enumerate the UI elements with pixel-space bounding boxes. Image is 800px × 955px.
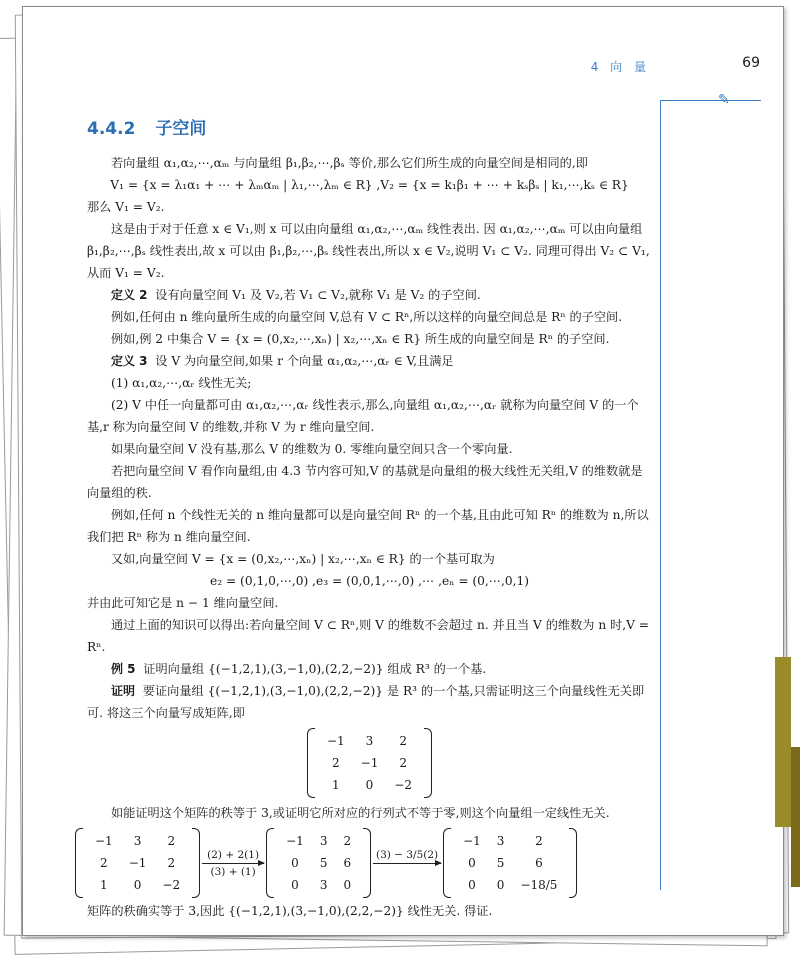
section-title: 子空间: [155, 119, 207, 139]
definition-3: [87, 350, 652, 372]
matrix-cell: −1: [95, 834, 113, 848]
matrix-cell: −1: [128, 856, 147, 870]
left-bracket: [443, 828, 451, 898]
matrix-cell: 0: [468, 856, 476, 870]
margin-line: [660, 100, 661, 890]
example-5: [87, 658, 652, 680]
paragraph: 例如,任何由 n 维向量所生成的向量空间 V,总有 V ⊂ Rⁿ,所以这样的向量空间总是 Rⁿ 的子空间.: [111, 310, 623, 324]
margin-rule: [660, 100, 761, 111]
matrix-table: [278, 830, 359, 896]
definition-label: 定义 3: [111, 354, 148, 368]
matrix-cell: 0: [496, 878, 505, 892]
condition: (2) V 中任一向量都可由 α₁,α₂,⋯,αᵣ 线性表示,那么,向量组 α₁,α₂,⋯,αᵣ 就称为向量空间 V 的一个基,r 称为向量空间 V 的维数,并称 V 为 r 维向量空间.: [87, 398, 639, 434]
matrix-cell: 3: [319, 878, 328, 892]
matrix-cell: 1: [331, 778, 340, 792]
matrix-cell: 5: [319, 856, 328, 870]
matrix-cell: 2: [399, 734, 408, 748]
matrix-cell: 2: [535, 834, 543, 848]
definition-text: 设有向量空间 V₁ 及 V₂,若 V₁ ⊂ V₂,就称 V₁ 是 V₂ 的子空间.: [155, 288, 481, 302]
paragraph: 那么 V₁ = V₂.: [87, 200, 165, 214]
matrix-table: [455, 830, 565, 896]
matrix-cell: 3: [319, 834, 328, 848]
paragraph: 若把向量空间 V 看作向量组,由 4.3 节内容可知,V 的基就是向量组的极大线性无关组,V 的维数就是向量组的秩.: [87, 464, 643, 500]
matrix-cell: 2: [343, 834, 352, 848]
matrix-cell: −18/5: [520, 878, 558, 892]
matrix-cell: −1: [286, 834, 304, 848]
matrix-cell: −1: [326, 734, 345, 748]
paragraph: 若向量组 α₁,α₂,⋯,αₘ 与向量组 β₁,β₂,⋯,βₛ 等价,那么它们所生成的向量空间是相同的,即: [111, 156, 588, 170]
matrix-cell: −2: [162, 878, 181, 892]
left-bracket: [266, 828, 274, 898]
page-edge-strip: [775, 657, 791, 827]
condition: (1) α₁,α₂,⋯,αᵣ 线性无关;: [111, 376, 252, 390]
page-content: [87, 118, 652, 922]
matrix-cell: −1: [360, 756, 379, 770]
paragraph: 又如,向量空间 V = {x = (0,x₂,⋯,xₙ) | x₂,⋯,xₙ ∈ R} 的一个基可取为: [111, 552, 495, 566]
paragraph: 这是由于对于任意 x ∈ V₁,则 x 可以由向量组 α₁,α₂,⋯,αₘ 线性表出. 因 α₁,α₂,⋯,αₘ 可以由向量组 β₁,β₂,⋯,βₛ 线性表出,故 x 可以由 β₁,β₂,⋯,βₛ 线性表出,所以 x ∈ V₂,说明 V₁ ⊂ V₂. 同理可得出 V₂ ⊂ V₁,从而 V₁ = V₂.: [87, 222, 650, 280]
pen-icon: ✎: [718, 92, 730, 108]
page-number: 69: [742, 55, 760, 71]
paragraph: 如果向量空间 V 没有基,那么 V 的维数为 0. 零维向量空间只含一个零向量.: [111, 442, 513, 456]
definition-label: 定义 2: [111, 288, 148, 302]
matrix-cell: 0: [468, 878, 476, 892]
paragraph: 并由此可知它是 n − 1 维向量空间.: [87, 596, 279, 610]
matrix-cell: 0: [365, 778, 374, 792]
proof: [87, 680, 652, 724]
matrix-cell: 0: [291, 878, 299, 892]
matrix-cell: 3: [496, 834, 505, 848]
matrix-cell: 0: [291, 856, 299, 870]
matrix-cell: 5: [496, 856, 505, 870]
row-operation: (3) + (1): [210, 865, 256, 878]
definition-text: 设 V 为向量空间,如果 r 个向量 α₁,α₂,⋯,αᵣ ∈ V,且满足: [155, 354, 454, 368]
right-bracket: [192, 828, 200, 898]
paragraph: 如能证明这个矩阵的秩等于 3,或证明它所对应的行列式不等于零,则这个向量组一定线性无关.: [111, 806, 610, 820]
matrix-cell: 3: [365, 734, 374, 748]
matrix-cell: 0: [133, 878, 142, 892]
row-operation: (2) + 2(1): [207, 848, 260, 861]
matrix-cell: 2: [399, 756, 408, 770]
row-operation-arrow: [202, 849, 264, 878]
paragraph: 矩阵的秩确实等于 3,因此 {(−1,2,1),(3,−1,0),(2,2,−2)} 线性无关. 得证.: [87, 904, 493, 918]
matrix-table: [87, 830, 188, 896]
paragraph: 例如,例 2 中集合 V = {x = (0,x₂,⋯,xₙ) | x₂,⋯,xₙ ∈ R} 所生成的向量空间是 Rⁿ 的子空间.: [111, 332, 610, 346]
row-operation: (3) − 3/5(2): [376, 848, 439, 861]
row-operation-arrow: [373, 849, 441, 878]
matrix-cell: −2: [394, 778, 413, 792]
proof-text: 要证向量组 {(−1,2,1),(3,−1,0),(2,2,−2)} 是 R³ 的一个基,只需证明这三个向量线性无关即可. 将这三个向量写成矩阵,即: [87, 684, 645, 720]
paragraph: 通过上面的知识可以得出:若向量空间 V ⊂ Rⁿ,则 V 的维数不会超过 n. 并且当 V 的维数为 n 时,V = Rⁿ.: [87, 618, 649, 654]
matrix-table: [319, 730, 420, 796]
matrix-a: [307, 728, 432, 798]
arrow-line: [373, 863, 441, 864]
matrix-cell: 2: [167, 856, 176, 870]
arrow-line: [202, 863, 264, 864]
equation: e₂ = (0,1,0,⋯,0) ,e₃ = (0,0,1,⋯,0) ,⋯ ,eₙ = (0,⋯,0,1): [210, 574, 529, 588]
matrix-cell: 6: [343, 856, 352, 870]
matrix-cell: 3: [133, 834, 142, 848]
left-bracket: [75, 828, 83, 898]
left-bracket: [307, 728, 315, 798]
right-bracket: [569, 828, 577, 898]
section-number: 4.4.2: [87, 119, 136, 139]
matrix-cell: 0: [343, 878, 352, 892]
matrix-cell: 6: [535, 856, 543, 870]
example-label: 例 5: [111, 662, 136, 676]
matrix-cell: −1: [463, 834, 481, 848]
right-bracket: [424, 728, 432, 798]
matrix-c: [443, 828, 577, 898]
matrix-display: [87, 728, 652, 798]
paragraph: 例如,任何 n 个线性无关的 n 维向量都可以是向量空间 Rⁿ 的一个基,且由此可知 Rⁿ 的维数为 n,所以我们把 Rⁿ 称为 n 维向量空间.: [87, 508, 649, 544]
equation: V₁ = {x = λ₁α₁ + ⋯ + λₘαₘ | λ₁,⋯,λₘ ∈ R} ,V₂ = {x = k₁β₁ + ⋯ + kₛβₛ | k₁,⋯,kₛ ∈ R}: [110, 178, 629, 192]
definition-2: [87, 284, 652, 306]
section-heading: [87, 118, 652, 140]
matrix-cell: 2: [100, 856, 108, 870]
example-text: 证明向量组 {(−1,2,1),(3,−1,0),(2,2,−2)} 组成 R³ 的一个基.: [143, 662, 487, 676]
matrix-cell: 1: [100, 878, 108, 892]
chapter-title: 4 向 量: [590, 60, 650, 74]
matrix-b: [266, 828, 371, 898]
page-header: [30, 55, 760, 79]
proof-label: 证明: [111, 684, 136, 698]
right-bracket: [363, 828, 371, 898]
matrix-cell: 2: [331, 756, 340, 770]
page-edge-strip: [791, 747, 800, 887]
matrix-a-copy: [75, 828, 200, 898]
row-reduction: [75, 828, 652, 898]
matrix-cell: 2: [167, 834, 176, 848]
